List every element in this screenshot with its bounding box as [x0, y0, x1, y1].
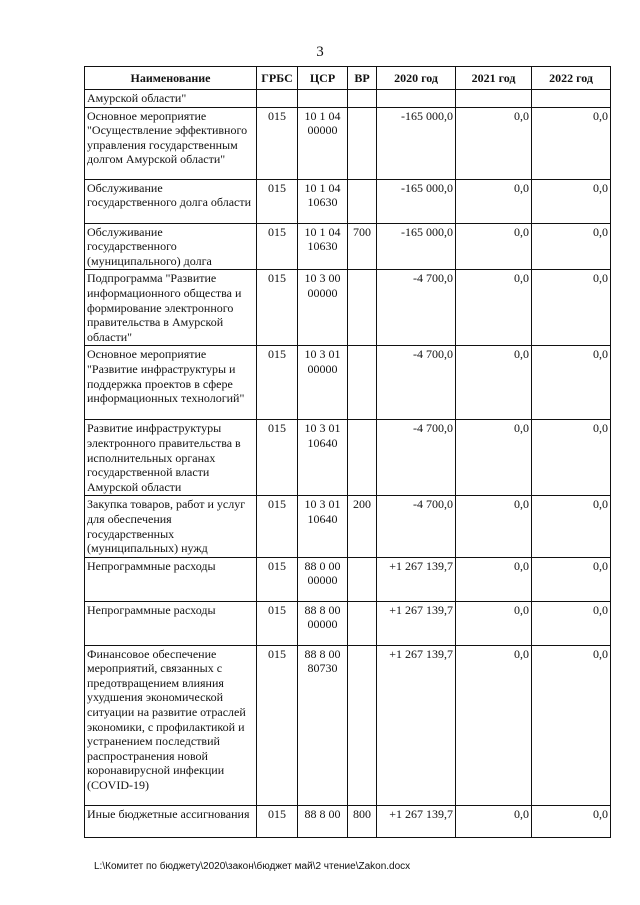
- cell-name: Иные бюджетные ассигнования: [85, 805, 257, 837]
- cell-name: Финансовое обеспечение мероприятий, связанных с предотвращением влияния ухудшения экономической ситуации на развитие отраслей экономики, с профилактикой и устранением последствий распространения новой коронавирусной инфекции (COVID-19): [85, 645, 257, 805]
- cell-name: Непрограммные расходы: [85, 557, 257, 601]
- table-row: [85, 805, 611, 837]
- page-number: 3: [316, 44, 324, 60]
- cell-vr: [348, 107, 377, 179]
- cell-vr: [348, 420, 377, 496]
- cell-2021: [456, 90, 532, 108]
- header-grbs: ГРБС: [257, 67, 298, 90]
- cell-name: Развитие инфраструктуры электронного правительства в исполнительных органах государственной власти Амурской области: [85, 420, 257, 496]
- table-row: [85, 557, 611, 601]
- header-2020: 2020 год: [377, 67, 456, 90]
- cell-grbs: 015: [257, 601, 298, 645]
- cell-2022: 0,0: [532, 179, 611, 223]
- cell-name: Основное мероприятие "Развитие инфраструктуры и поддержка проектов в сфере информационных технологий": [85, 346, 257, 420]
- cell-vr: [348, 179, 377, 223]
- cell-2020: -4 700,0: [377, 270, 456, 346]
- table-row: [85, 645, 611, 805]
- cell-grbs: 015: [257, 557, 298, 601]
- cell-vr: 800: [348, 805, 377, 837]
- table-row: [85, 496, 611, 557]
- cell-2020: +1 267 139,7: [377, 557, 456, 601]
- cell-vr: 200: [348, 496, 377, 557]
- table-row: [85, 270, 611, 346]
- cell-2020: +1 267 139,7: [377, 645, 456, 805]
- header-name: Наименование: [85, 67, 257, 90]
- cell-csr: 10 3 01 10640: [298, 496, 348, 557]
- table-row: [85, 90, 611, 108]
- table-header-row: [85, 67, 611, 90]
- cell-2021: 0,0: [456, 270, 532, 346]
- cell-2020: -165 000,0: [377, 179, 456, 223]
- table-row: [85, 107, 611, 179]
- cell-2022: 0,0: [532, 645, 611, 805]
- table-row: [85, 420, 611, 496]
- cell-csr: [298, 90, 348, 108]
- cell-2021: 0,0: [456, 179, 532, 223]
- table-row: [85, 601, 611, 645]
- cell-vr: [348, 645, 377, 805]
- cell-2020: +1 267 139,7: [377, 601, 456, 645]
- cell-csr: 10 1 04 00000: [298, 107, 348, 179]
- table-row: [85, 179, 611, 223]
- cell-name: Закупка товаров, работ и услуг для обеспечения государственных (муниципальных) нужд: [85, 496, 257, 557]
- cell-vr: [348, 601, 377, 645]
- file-path-footer: L:\Комитет по бюджету\2020\закон\бюджет май\2 чтение\Zakon.docx: [94, 861, 411, 872]
- cell-grbs: 015: [257, 496, 298, 557]
- cell-2021: 0,0: [456, 805, 532, 837]
- cell-2020: [377, 90, 456, 108]
- cell-name: Амурской области": [85, 90, 257, 108]
- cell-2020: -165 000,0: [377, 107, 456, 179]
- cell-csr: 10 3 01 10640: [298, 420, 348, 496]
- cell-vr: [348, 270, 377, 346]
- header-vr: ВР: [348, 67, 377, 90]
- cell-csr: 10 1 04 10630: [298, 223, 348, 270]
- cell-2022: 0,0: [532, 270, 611, 346]
- cell-2022: 0,0: [532, 496, 611, 557]
- cell-2021: 0,0: [456, 420, 532, 496]
- cell-grbs: 015: [257, 179, 298, 223]
- cell-csr: 88 0 00 00000: [298, 557, 348, 601]
- cell-2021: 0,0: [456, 346, 532, 420]
- cell-name: Обслуживание государственного долга области: [85, 179, 257, 223]
- cell-grbs: 015: [257, 420, 298, 496]
- cell-grbs: 015: [257, 107, 298, 179]
- header-csr: ЦСР: [298, 67, 348, 90]
- cell-grbs: 015: [257, 223, 298, 270]
- cell-2022: 0,0: [532, 223, 611, 270]
- cell-2021: 0,0: [456, 557, 532, 601]
- cell-2021: 0,0: [456, 601, 532, 645]
- cell-2022: 0,0: [532, 557, 611, 601]
- cell-csr: 10 3 01 00000: [298, 346, 348, 420]
- cell-2020: -4 700,0: [377, 346, 456, 420]
- cell-2020: -4 700,0: [377, 420, 456, 496]
- cell-2022: 0,0: [532, 346, 611, 420]
- cell-csr: 10 3 00 00000: [298, 270, 348, 346]
- cell-vr: [348, 557, 377, 601]
- cell-grbs: 015: [257, 645, 298, 805]
- cell-2021: 0,0: [456, 107, 532, 179]
- cell-vr: [348, 346, 377, 420]
- cell-2022: 0,0: [532, 420, 611, 496]
- cell-2022: 0,0: [532, 805, 611, 837]
- cell-2020: -4 700,0: [377, 496, 456, 557]
- cell-2021: 0,0: [456, 223, 532, 270]
- header-2022: 2022 год: [532, 67, 611, 90]
- cell-csr: 10 1 04 10630: [298, 179, 348, 223]
- cell-name: Непрограммные расходы: [85, 601, 257, 645]
- cell-name: Основное мероприятие "Осуществление эффективного управления государственным долгом Амурской области": [85, 107, 257, 179]
- cell-name: Обслуживание государственного (муниципального) долга: [85, 223, 257, 270]
- table-row: [85, 346, 611, 420]
- cell-2022: 0,0: [532, 601, 611, 645]
- cell-csr: 88 8 00: [298, 805, 348, 837]
- cell-grbs: 015: [257, 346, 298, 420]
- cell-2020: -165 000,0: [377, 223, 456, 270]
- budget-table: [84, 66, 611, 838]
- cell-2021: 0,0: [456, 645, 532, 805]
- cell-name: Подпрограмма "Развитие информационного общества и формирование электронного правительства в Амурской области": [85, 270, 257, 346]
- cell-grbs: [257, 90, 298, 108]
- cell-2022: [532, 90, 611, 108]
- cell-2022: 0,0: [532, 107, 611, 179]
- header-2021: 2021 год: [456, 67, 532, 90]
- cell-vr: [348, 90, 377, 108]
- cell-vr: 700: [348, 223, 377, 270]
- cell-2020: +1 267 139,7: [377, 805, 456, 837]
- cell-2021: 0,0: [456, 496, 532, 557]
- cell-csr: 88 8 00 80730: [298, 645, 348, 805]
- table-row: [85, 223, 611, 270]
- cell-csr: 88 8 00 00000: [298, 601, 348, 645]
- cell-grbs: 015: [257, 270, 298, 346]
- cell-grbs: 015: [257, 805, 298, 837]
